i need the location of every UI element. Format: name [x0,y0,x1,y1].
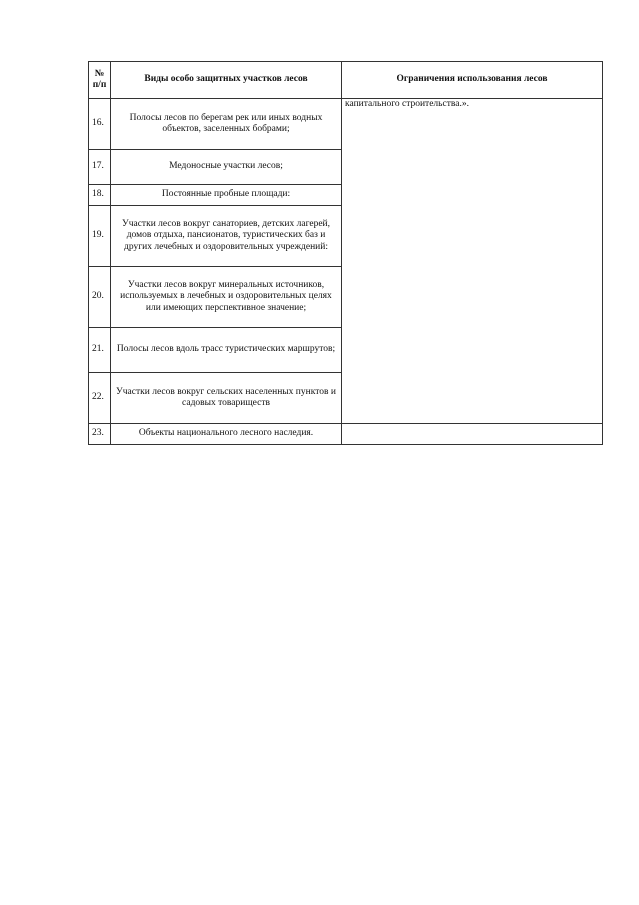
area-type-cell: Участки лесов вокруг санаториев, детских лагерей, домов отдыха, пансионатов, туристических баз и других лечебных и оздоровительных учреждений: [111,206,342,267]
area-type-cell: Постоянные пробные площади: [111,185,342,206]
restriction-cell [342,424,603,445]
table-header-row [89,62,603,99]
row-number: 17. [89,150,111,185]
row-number: 20. [89,267,111,328]
row-number: 19. [89,206,111,267]
area-type-cell: Полосы лесов вдоль трасс туристических маршрутов; [111,328,342,373]
area-type-cell: Объекты национального лесного наследия. [111,424,342,445]
row-number: 18. [89,185,111,206]
area-type-cell: Участки лесов вокруг сельских населенных пунктов и садовых товариществ [111,373,342,424]
table-row [89,99,603,150]
area-type-cell: Участки лесов вокруг минеральных источников, используемых в лечебных и оздоровительных целях или имеющих перспективное значение; [111,267,342,328]
table-row [89,424,603,445]
area-type-cell: Медоносные участки лесов; [111,150,342,185]
area-type-cell: Полосы лесов по берегам рек или иных водных объектов, заселенных бобрами; [111,99,342,150]
row-number: 21. [89,328,111,373]
row-number: 22. [89,373,111,424]
restriction-cell-merged: капитального строительства.». [342,99,603,424]
header-restriction: Ограничения использования лесов [342,62,603,99]
row-number: 16. [89,99,111,150]
header-num: № п/п [89,62,111,99]
forest-areas-table [88,61,603,445]
header-area-type: Виды особо защитных участков лесов [111,62,342,99]
row-number: 23. [89,424,111,445]
